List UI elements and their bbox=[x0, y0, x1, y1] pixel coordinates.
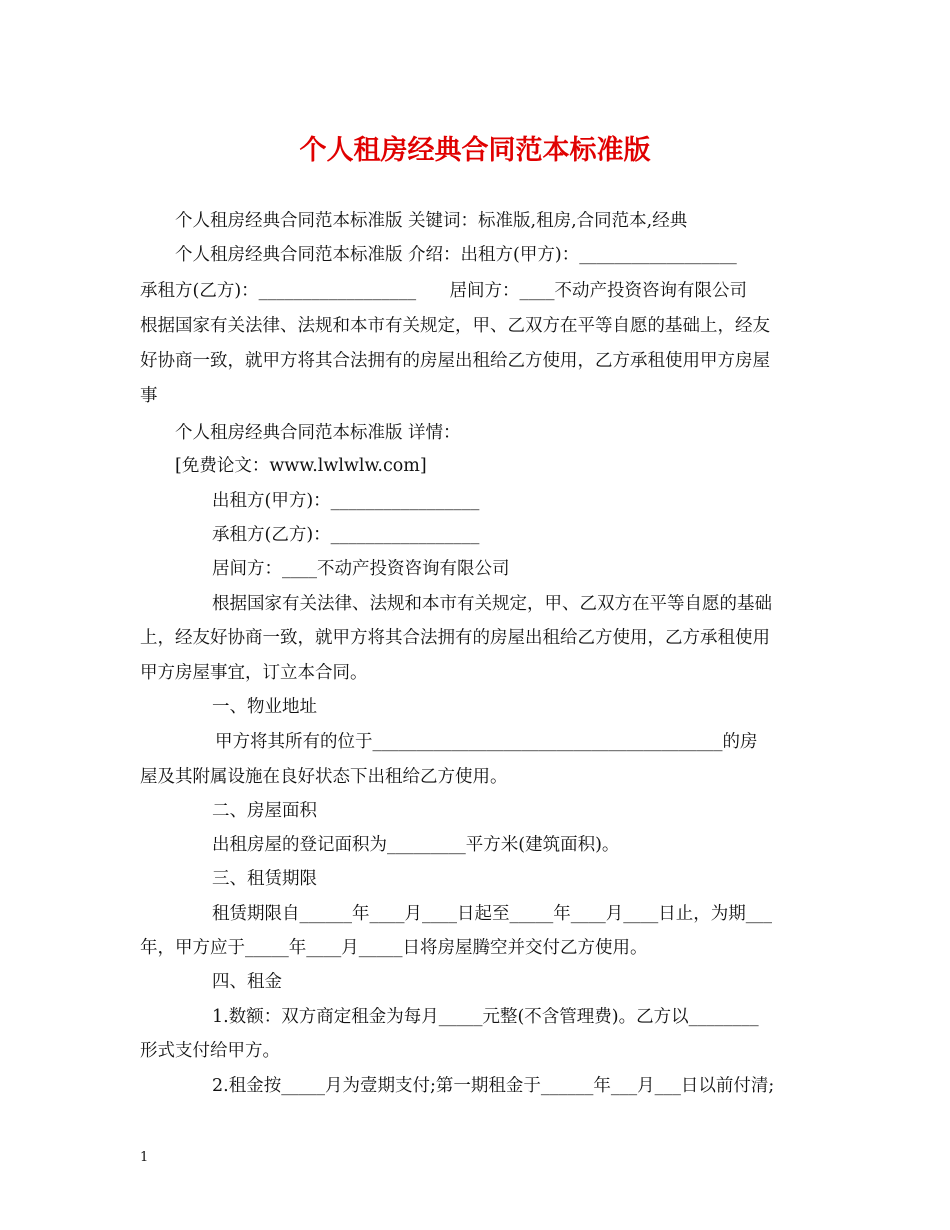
clause-line: 年，甲方应于_____年____月_____日将房屋腾空并交付乙方使用。 bbox=[140, 938, 648, 958]
clause-line: 形式支付给甲方。 bbox=[140, 1041, 280, 1061]
section-heading: 四、租金 bbox=[212, 972, 282, 992]
document-title: 个人租房经典合同范本标准版 bbox=[299, 135, 651, 166]
intro-body-line: 好协商一致，就甲方将其合法拥有的房屋出租给乙方使用，乙方承租使用甲方房屋 bbox=[140, 351, 770, 371]
section-heading: 二、房屋面积 bbox=[212, 801, 317, 821]
lessee-field: 承租方(乙方)：_________________ bbox=[212, 525, 480, 545]
preamble-line: 甲方房屋事宜，订立本合同。 bbox=[140, 663, 368, 683]
intermediary-field: 居间方：____不动产投资咨询有限公司 bbox=[212, 559, 510, 579]
section-heading: 一、物业地址 bbox=[212, 697, 317, 717]
page-number: 1 bbox=[140, 1150, 149, 1165]
source-note: [免费论文：www.lwlwlw.com] bbox=[175, 456, 427, 476]
clause-line: 出租房屋的登记面积为_________平方米(建筑面积)。 bbox=[212, 835, 620, 855]
clause-line: 屋及其附属设施在良好状态下出租给乙方使用。 bbox=[140, 767, 508, 787]
preamble-line: 根据国家有关法律、法规和本市有关规定，甲、乙双方在平等自愿的基础 bbox=[212, 594, 772, 614]
lessor-field: 出租方(甲方)：_________________ bbox=[212, 491, 480, 511]
section-heading: 三、租赁期限 bbox=[212, 869, 317, 889]
intro-body-line: 根据国家有关法律、法规和本市有关规定，甲、乙双方在平等自愿的基础上，经友 bbox=[140, 316, 770, 336]
keywords-line: 个人租房经典合同范本标准版 关键词：标准版,租房,合同范本,经典 bbox=[175, 211, 688, 231]
intro-body-line: 事 bbox=[140, 386, 158, 406]
intro-line: 个人租房经典合同范本标准版 介绍：出租方(甲方)：__________________ bbox=[175, 245, 737, 265]
intro-parties-line: 承租方(乙方)：__________________ 居间方：____不动产投资咨询有限公司 bbox=[140, 281, 748, 301]
clause-line: 2.租金按_____月为壹期支付;第一期租金于______年___月___日以前付清; bbox=[212, 1076, 775, 1096]
details-heading: 个人租房经典合同范本标准版 详情： bbox=[175, 423, 461, 443]
clause-line: 租赁期限自______年____月____日起至_____年____月____日止，为期___ bbox=[212, 904, 772, 924]
clause-line: 甲方将其所有的位于________________________________________的房 bbox=[215, 732, 758, 752]
preamble-line: 上，经友好协商一致，就甲方将其合法拥有的房屋出租给乙方使用，乙方承租使用 bbox=[140, 628, 770, 648]
clause-line: 1.数额：双方商定租金为每月_____元整(不含管理费)。乙方以________ bbox=[212, 1007, 759, 1027]
